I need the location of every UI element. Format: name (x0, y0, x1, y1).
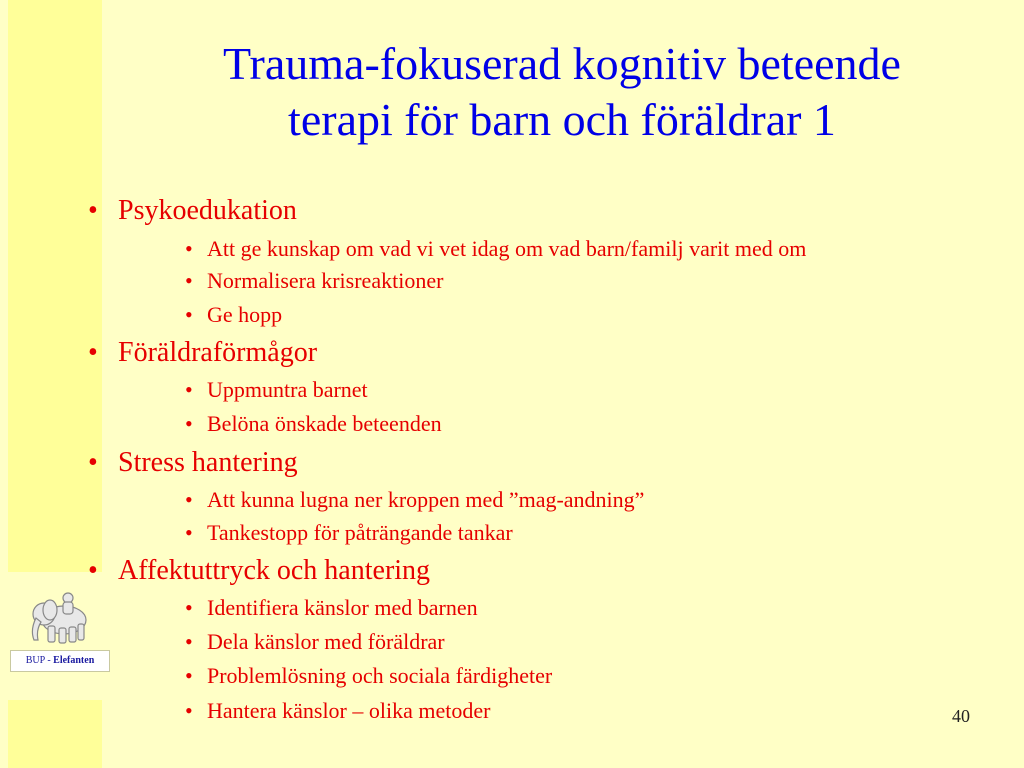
bullet-marker: • (185, 663, 193, 688)
sub-bullet-item (185, 411, 442, 437)
sidebar-decoration-bottom (8, 700, 102, 768)
bullet-marker: • (88, 555, 98, 586)
bullet-marker: • (185, 595, 193, 620)
title-line-2: terapi för barn och föräldrar 1 (288, 94, 836, 145)
sub-bullet-item (185, 663, 553, 689)
logo-name: Elefanten (53, 655, 95, 666)
bullet-marker: • (88, 447, 98, 478)
bullet-marker: • (185, 411, 193, 436)
bullet-text: Dela känslor med föräldrar (207, 629, 445, 654)
bullet-text: Problemlösning och sociala färdigheter (207, 663, 553, 688)
bullet-text: Hantera känslor – olika metoder (207, 698, 491, 723)
bullet-text: Tankestopp för påträngande tankar (207, 520, 513, 545)
bullet-marker: • (185, 520, 193, 545)
sub-bullet-item (185, 302, 283, 328)
sub-bullet-item (185, 520, 513, 546)
title-line-1: Trauma-fokuserad kognitiv beteende (223, 38, 901, 89)
sub-bullet-item (185, 377, 368, 403)
bullet-marker: • (185, 487, 193, 512)
bullet-item (88, 447, 298, 479)
bullet-text: Föräldraförmågor (118, 337, 318, 368)
logo-label (10, 650, 110, 672)
sub-bullet-item (185, 595, 478, 621)
bullet-text: Att ge kunskap om vad vi vet idag om vad barn/familj varit med om (207, 236, 807, 261)
bullet-text: Affektuttryck och hantering (118, 555, 431, 586)
logo-prefix: BUP - (25, 655, 54, 666)
sub-bullet-item (185, 629, 445, 655)
bullet-text: Uppmuntra barnet (207, 377, 368, 402)
bullet-text: Stress hantering (118, 447, 298, 478)
bullet-marker: • (185, 698, 193, 723)
bullet-text: Att kunna lugna ner kroppen med ”mag-andning” (207, 487, 645, 512)
bullet-item (88, 195, 297, 227)
bullet-text: Identifiera känslor med barnen (207, 595, 478, 620)
sidebar-decoration-top (8, 0, 102, 572)
bullet-marker: • (88, 337, 98, 368)
bullet-text: Belöna önskade beteenden (207, 411, 442, 436)
elephant-icon (26, 580, 96, 646)
bullet-marker: • (185, 629, 193, 654)
bullet-item (88, 337, 318, 369)
bullet-marker: • (185, 377, 193, 402)
bullet-text: Normalisera krisreaktioner (207, 268, 444, 293)
page-number: 40 (952, 706, 970, 726)
bullet-marker: • (88, 195, 98, 226)
bullet-item (88, 555, 431, 587)
sub-bullet-item (185, 487, 645, 513)
slide-title (110, 36, 1014, 148)
sub-bullet-item (185, 268, 444, 294)
bullet-text: Ge hopp (207, 302, 283, 327)
bullet-text: Psykoedukation (118, 195, 297, 226)
sub-bullet-item (185, 236, 807, 262)
bullet-marker: • (185, 302, 193, 327)
bullet-marker: • (185, 236, 193, 261)
sub-bullet-item (185, 698, 491, 724)
bullet-marker: • (185, 268, 193, 293)
